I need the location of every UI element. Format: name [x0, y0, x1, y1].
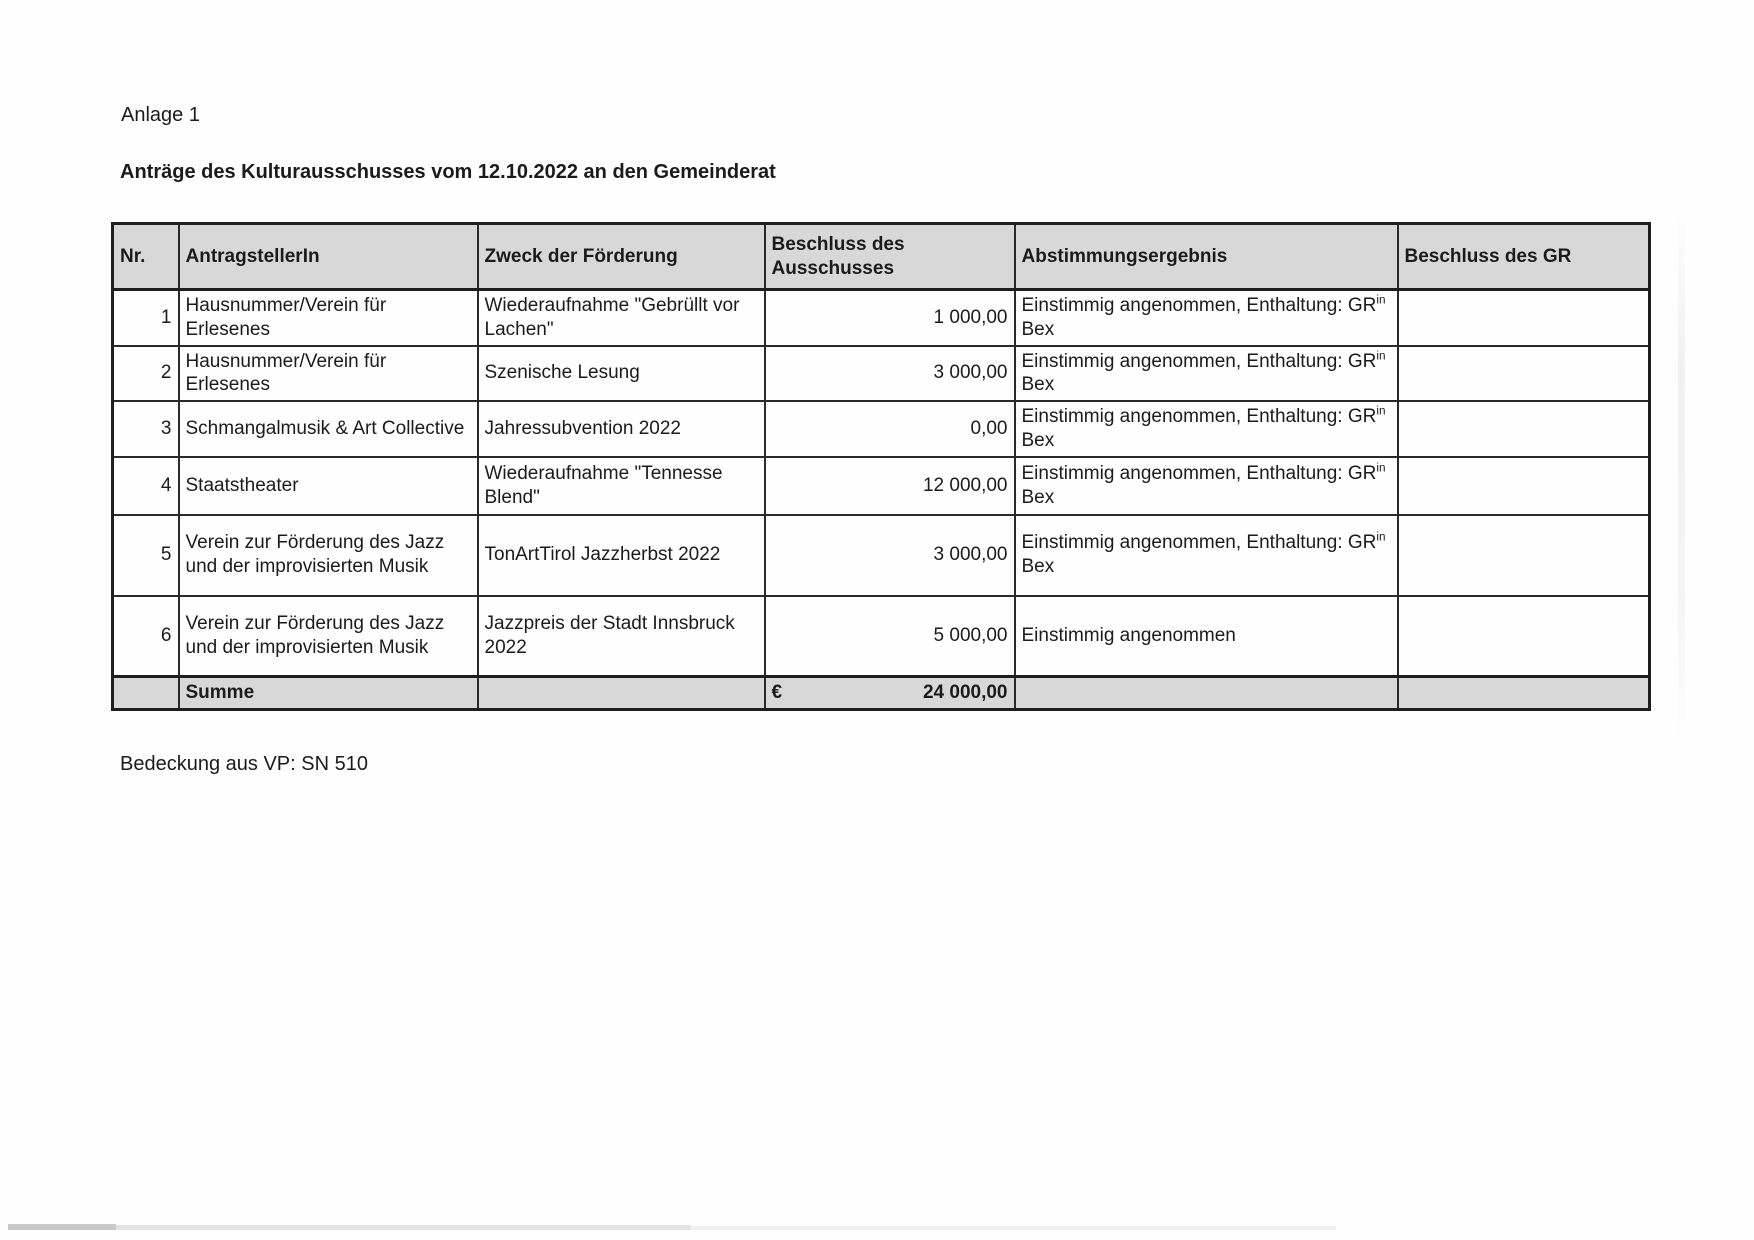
- column-header-committee-decision: Beschluss des Ausschusses: [765, 224, 1015, 290]
- cell-applicant: Verein zur Förderung des Jazz und der improvisierten Musik: [179, 596, 478, 677]
- vote-text: Einstimmig angenommen, Enthaltung:: [1021, 350, 1343, 372]
- cell-amount: 12 000,00: [765, 457, 1015, 515]
- cell-nr: 3: [113, 401, 179, 457]
- cell-purpose: Wiederaufnahme "Tennesse Blend": [478, 457, 765, 515]
- table-row: [113, 346, 1650, 402]
- vote-gr-abbr: $GR^{in}$ Bex: [1021, 349, 1386, 396]
- table-row: [113, 290, 1650, 346]
- currency-symbol: €: [771, 682, 783, 703]
- cell-gr-decision: [1398, 515, 1650, 596]
- cell-applicant: Verein zur Förderung des Jazz und der improvisierten Musik: [179, 515, 478, 596]
- cell-amount: 5 000,00: [765, 596, 1015, 677]
- cell-vote-result: [1015, 290, 1398, 346]
- sum-label: Summe: [179, 677, 478, 710]
- grants-table: [111, 222, 1651, 711]
- cell-vote-result: [1015, 346, 1398, 402]
- scan-artifact: [691, 1226, 1336, 1230]
- cell-gr-decision: [1398, 401, 1650, 457]
- vote-text: Einstimmig angenommen, Enthaltung:: [1021, 532, 1343, 554]
- cell-gr-decision: [1398, 457, 1650, 515]
- vote-gr-abbr: $GR^{in}$ Bex: [1021, 530, 1386, 577]
- cell-nr: 6: [113, 596, 179, 677]
- cell-purpose: Jazzpreis der Stadt Innsbruck 2022: [478, 596, 765, 677]
- sum-row: [113, 677, 1650, 710]
- column-header-applicant: AntragstellerIn: [179, 224, 478, 290]
- document-title: Anträge des Kulturausschusses vom 12.10.2022 an den Gemeinderat: [120, 161, 776, 183]
- cell-nr: 2: [113, 346, 179, 402]
- vote-gr-abbr: $GR^{in}$ Bex: [1021, 404, 1386, 451]
- column-header-nr: Nr.: [113, 224, 179, 290]
- table-row: [113, 457, 1650, 515]
- vote-text: Einstimmig angenommen: [1021, 624, 1236, 646]
- cell-gr-decision: [1398, 596, 1650, 677]
- cell-nr-empty: [113, 677, 179, 710]
- cell-applicant: Hausnummer/Verein für Erlesenes: [179, 290, 478, 346]
- vote-text: Einstimmig angenommen, Enthaltung:: [1021, 406, 1343, 427]
- vote-text: Einstimmig angenommen, Enthaltung:: [1021, 295, 1343, 316]
- scan-artifact: [8, 1224, 116, 1230]
- column-header-purpose: Zweck der Förderung: [478, 224, 765, 290]
- cell-vote-result: [1015, 515, 1398, 596]
- table-row: [113, 401, 1650, 457]
- vote-gr-abbr: $GR^{in}$ Bex: [1021, 293, 1386, 340]
- coverage-footnote: Bedeckung aus VP: SN 510: [120, 753, 368, 775]
- scan-artifact: [116, 1225, 691, 1230]
- attachment-label: Anlage 1: [121, 104, 200, 126]
- sum-amount: [765, 677, 1015, 710]
- cell-vote-empty: [1015, 677, 1398, 710]
- cell-purpose: Wiederaufnahme "Gebrüllt vor Lachen": [478, 290, 765, 346]
- cell-applicant: Schmangalmusik & Art Collective: [179, 401, 478, 457]
- cell-nr: 4: [113, 457, 179, 515]
- table-row: [113, 515, 1650, 596]
- cell-purpose: TonArtTirol Jazzherbst 2022: [478, 515, 765, 596]
- cell-nr: 5: [113, 515, 179, 596]
- vote-gr-abbr: $GR^{in}$ Bex: [1021, 461, 1386, 508]
- cell-vote-result: [1015, 457, 1398, 515]
- cell-nr: 1: [113, 290, 179, 346]
- cell-applicant: Staatstheater: [179, 457, 478, 515]
- table-header-row: [113, 224, 1650, 290]
- cell-amount: 0,00: [765, 401, 1015, 457]
- cell-vote-result: [1015, 596, 1398, 677]
- cell-vote-result: [1015, 401, 1398, 457]
- table-row: [113, 596, 1650, 677]
- cell-purpose: Jahressubvention 2022: [478, 401, 765, 457]
- cell-amount: 3 000,00: [765, 346, 1015, 402]
- vote-text: Einstimmig angenommen, Enthaltung:: [1021, 462, 1343, 484]
- sum-value: 24 000,00: [922, 682, 1008, 703]
- cell-purpose: Szenische Lesung: [478, 346, 765, 402]
- column-header-gr-decision: Beschluss des GR: [1398, 224, 1650, 290]
- cell-purpose-empty: [478, 677, 765, 710]
- cell-gr-empty: [1398, 677, 1650, 710]
- cell-amount: 3 000,00: [765, 515, 1015, 596]
- cell-gr-decision: [1398, 346, 1650, 402]
- column-header-vote-result: Abstimmungsergebnis: [1015, 224, 1398, 290]
- cell-gr-decision: [1398, 290, 1650, 346]
- scan-artifact: [1678, 205, 1685, 745]
- cell-amount: 1 000,00: [765, 290, 1015, 346]
- cell-applicant: Hausnummer/Verein für Erlesenes: [179, 346, 478, 402]
